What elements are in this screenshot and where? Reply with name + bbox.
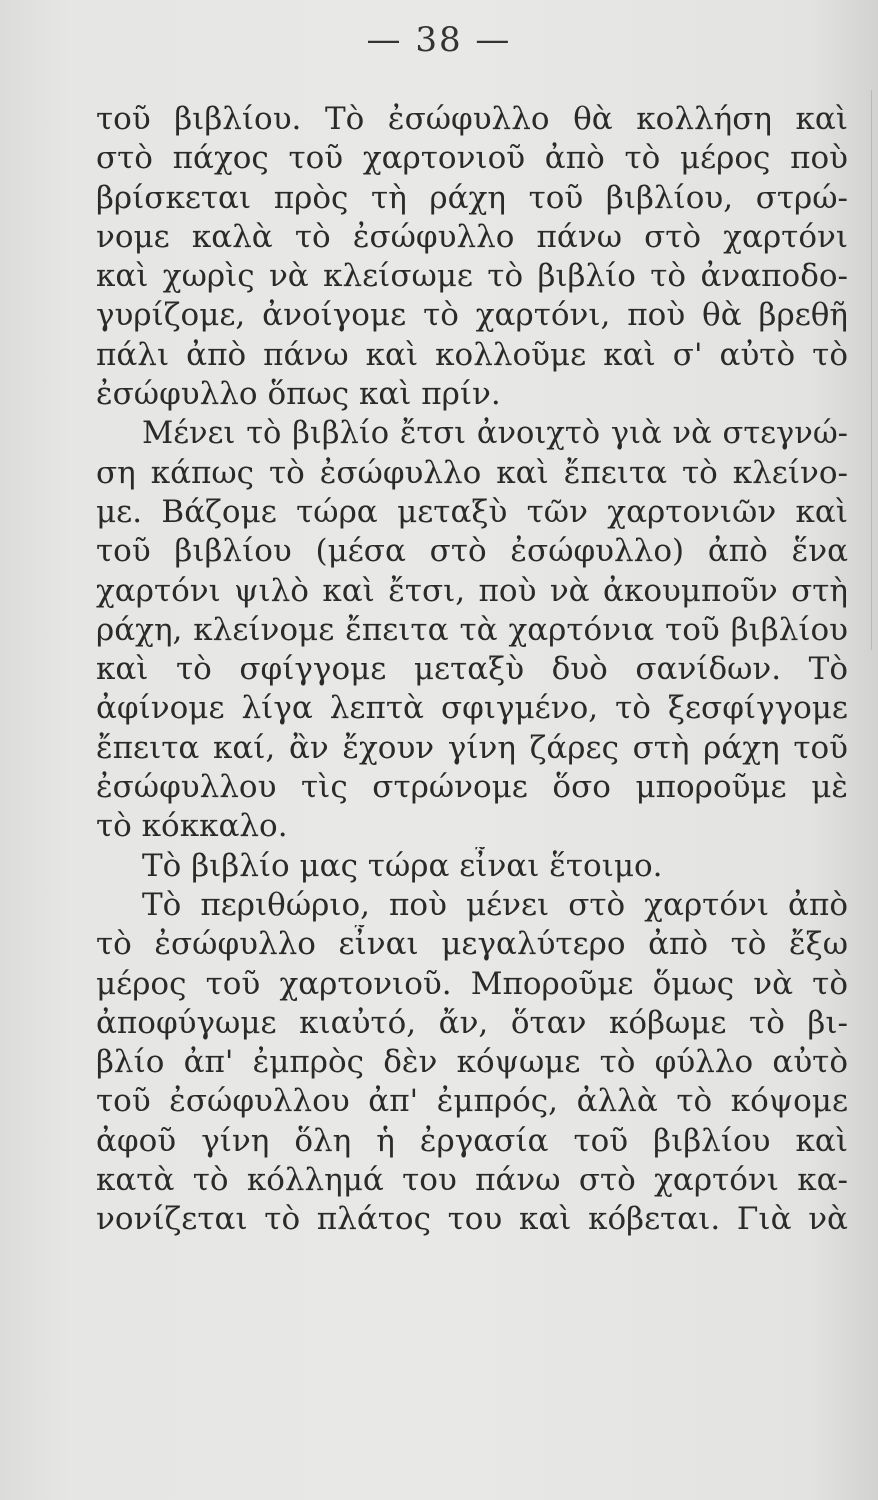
text-line: τοῦ βιβλίου (μέσα στὸ ἐσώφυλλο) ἀπὸ ἕνα xyxy=(96,533,848,570)
text-line: ράχη, κλείνομε ἔπειτα τὰ χαρτόνια τοῦ βιβλίου xyxy=(96,611,848,648)
text-line: Τὸ βιβλίο μας τώρα εἶναι ἕτοιμο. xyxy=(142,847,663,884)
body-text xyxy=(96,100,848,1240)
text-line: καὶ χωρὶς νὰ κλείσωμε τὸ βιβλίο τὸ ἀναποδο- xyxy=(96,258,848,295)
text-line: με. Βάζομε τώρα μεταξὺ τῶν χαρτονιῶν καὶ xyxy=(96,493,848,530)
text-line: ἐσώφυλλου τὶς στρώνομε ὅσο μποροῦμε μὲ xyxy=(96,769,848,806)
text-line: τοῦ βιβλίου. Τὸ ἐσώφυλλο θὰ κολλήση καὶ xyxy=(96,101,848,137)
text-line: πάλι ἀπὸ πάνω καὶ κολλοῦμε καὶ σ' αὐτὸ τὸ xyxy=(96,336,848,373)
text-line: καὶ τὸ σφίγγομε μεταξὺ δυὸ σανίδων. Τὸ xyxy=(96,651,848,688)
text-line: τὸ ἐσώφυλλο εἶναι μεγαλύτερο ἀπὸ τὸ ἔξω xyxy=(96,926,848,963)
text-line: ση κάπως τὸ ἐσώφυλλο καὶ ἔπειτα τὸ κλείνο- xyxy=(96,454,848,491)
text-line: τὸ κόκκαλο. xyxy=(96,808,288,845)
page-edge-shadow xyxy=(871,90,872,650)
text-line: νονίζεται τὸ πλάτος του καὶ κόβεται. Γιὰ νὰ xyxy=(96,1201,848,1238)
text-line: γυρίζομε, ἀνοίγομε τὸ χαρτόνι, ποὺ θὰ βρεθῆ xyxy=(96,297,848,334)
text-line: ἀποφύγωμε κιαὐτό, ἄν, ὅταν κόβωμε τὸ βι- xyxy=(96,1004,848,1041)
text-line: βρίσκεται πρὸς τὴ ράχη τοῦ βιβλίου, στρώ- xyxy=(96,179,848,216)
text-line: Τὸ περιθώριο, ποὺ μένει στὸ χαρτόνι ἀπὸ xyxy=(142,886,848,923)
text-line: Μένει τὸ βιβλίο ἔτσι ἀνοιχτὸ γιὰ νὰ στεγνώ- xyxy=(142,416,848,452)
text-line: βλίο ἀπ' ἐμπρὸς δὲν κόψωμε τὸ φύλλο αὐτὸ xyxy=(96,1044,848,1081)
text-line: στὸ πάχος τοῦ χαρτονιοῦ ἀπὸ τὸ μέρος ποὺ xyxy=(96,140,848,177)
text-line: χαρτόνι ψιλὸ καὶ ἔτσι, ποὺ νὰ ἀκουμποῦν στὴ xyxy=(96,572,848,609)
text-line: μέρος τοῦ χαρτονιοῦ. Μποροῦμε ὅμως νὰ τὸ xyxy=(96,965,848,1002)
text-line: ἀφίνομε λίγα λεπτὰ σφιγμένο, τὸ ξεσφίγγομε xyxy=(96,690,848,727)
text-line: ἀφοῦ γίνη ὅλη ἡ ἐργασία τοῦ βιβλίου καὶ xyxy=(96,1122,848,1159)
text-line: ἔπειτα καί, ἂν ἔχουν γίνη ζάρες στὴ ράχη τοῦ xyxy=(96,729,848,766)
text-line: ἐσώφυλλο ὅπως καὶ πρίν. xyxy=(96,376,501,413)
text-line: νομε καλὰ τὸ ἐσώφυλλο πάνω στὸ χαρτόνι xyxy=(96,218,848,255)
text-line: κατὰ τὸ κόλλημά του πάνω στὸ χαρτόνι κα- xyxy=(96,1162,848,1199)
page-number: — 38 — xyxy=(366,20,512,60)
text-line: τοῦ ἐσώφυλλου ἀπ' ἐμπρός, ἀλλὰ τὸ κόψομε xyxy=(96,1083,848,1120)
